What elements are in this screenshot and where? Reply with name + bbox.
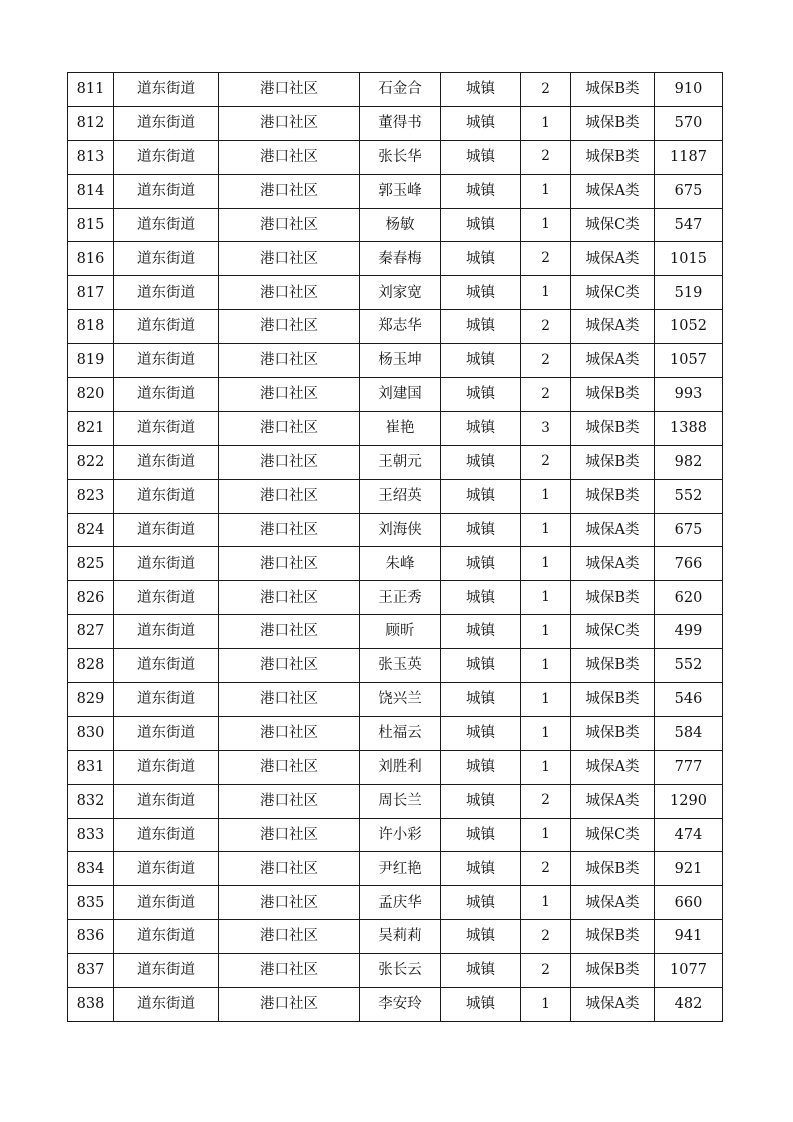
- category-cell: 城保A类: [571, 988, 655, 1022]
- person-name-cell: 刘家宽: [360, 276, 441, 310]
- residence-type-cell: 城镇: [441, 988, 521, 1022]
- household-count-cell: 2: [521, 954, 571, 988]
- person-name-cell: 张长华: [360, 140, 441, 174]
- residence-type-cell: 城镇: [441, 445, 521, 479]
- person-name-cell: 王正秀: [360, 581, 441, 615]
- person-name-cell: 石金合: [360, 73, 441, 107]
- residence-type-cell: 城镇: [441, 208, 521, 242]
- table-row: [68, 750, 723, 784]
- residence-type-cell: 城镇: [441, 140, 521, 174]
- subdistrict-cell: 道东街道: [114, 886, 219, 920]
- household-count-cell: 1: [521, 683, 571, 717]
- serial-number-cell: 816: [68, 242, 114, 276]
- residence-type-cell: 城镇: [441, 886, 521, 920]
- community-cell: 港口社区: [219, 818, 360, 852]
- household-count-cell: 1: [521, 106, 571, 140]
- category-cell: 城保B类: [571, 140, 655, 174]
- serial-number-cell: 814: [68, 174, 114, 208]
- serial-number-cell: 818: [68, 310, 114, 344]
- table-row: [68, 920, 723, 954]
- subdistrict-cell: 道东街道: [114, 174, 219, 208]
- serial-number-cell: 812: [68, 106, 114, 140]
- serial-number-cell: 825: [68, 547, 114, 581]
- amount-cell: 777: [655, 750, 723, 784]
- community-cell: 港口社区: [219, 649, 360, 683]
- subdistrict-cell: 道东街道: [114, 242, 219, 276]
- amount-cell: 993: [655, 378, 723, 412]
- subdistrict-cell: 道东街道: [114, 208, 219, 242]
- category-cell: 城保B类: [571, 852, 655, 886]
- table-row: [68, 649, 723, 683]
- amount-cell: 552: [655, 479, 723, 513]
- community-cell: 港口社区: [219, 513, 360, 547]
- community-cell: 港口社区: [219, 852, 360, 886]
- residence-type-cell: 城镇: [441, 174, 521, 208]
- residence-type-cell: 城镇: [441, 106, 521, 140]
- community-cell: 港口社区: [219, 920, 360, 954]
- person-name-cell: 崔艳: [360, 411, 441, 445]
- person-name-cell: 杨玉坤: [360, 344, 441, 378]
- amount-cell: 910: [655, 73, 723, 107]
- table-row: [68, 988, 723, 1022]
- amount-cell: 1077: [655, 954, 723, 988]
- subdistrict-cell: 道东街道: [114, 445, 219, 479]
- community-cell: 港口社区: [219, 716, 360, 750]
- table-row: [68, 683, 723, 717]
- community-cell: 港口社区: [219, 784, 360, 818]
- person-name-cell: 孟庆华: [360, 886, 441, 920]
- subdistrict-cell: 道东街道: [114, 750, 219, 784]
- household-count-cell: 1: [521, 615, 571, 649]
- community-cell: 港口社区: [219, 886, 360, 920]
- residence-type-cell: 城镇: [441, 411, 521, 445]
- household-count-cell: 1: [521, 581, 571, 615]
- table-row: [68, 547, 723, 581]
- person-name-cell: 王朝元: [360, 445, 441, 479]
- amount-cell: 675: [655, 513, 723, 547]
- residence-type-cell: 城镇: [441, 920, 521, 954]
- serial-number-cell: 838: [68, 988, 114, 1022]
- amount-cell: 941: [655, 920, 723, 954]
- household-count-cell: 2: [521, 242, 571, 276]
- subdistrict-cell: 道东街道: [114, 784, 219, 818]
- residence-type-cell: 城镇: [441, 716, 521, 750]
- residence-type-cell: 城镇: [441, 378, 521, 412]
- residence-type-cell: 城镇: [441, 615, 521, 649]
- table-row: [68, 106, 723, 140]
- person-name-cell: 李安玲: [360, 988, 441, 1022]
- community-cell: 港口社区: [219, 140, 360, 174]
- serial-number-cell: 833: [68, 818, 114, 852]
- category-cell: 城保B类: [571, 649, 655, 683]
- household-count-cell: 2: [521, 73, 571, 107]
- subdistrict-cell: 道东街道: [114, 683, 219, 717]
- table-row: [68, 784, 723, 818]
- serial-number-cell: 815: [68, 208, 114, 242]
- community-cell: 港口社区: [219, 581, 360, 615]
- amount-cell: 675: [655, 174, 723, 208]
- amount-cell: 552: [655, 649, 723, 683]
- person-name-cell: 顾昕: [360, 615, 441, 649]
- community-cell: 港口社区: [219, 988, 360, 1022]
- table-row: [68, 242, 723, 276]
- roster-table-body: [68, 73, 723, 1022]
- person-name-cell: 周长兰: [360, 784, 441, 818]
- category-cell: 城保A类: [571, 547, 655, 581]
- person-name-cell: 董得书: [360, 106, 441, 140]
- table-row: [68, 852, 723, 886]
- community-cell: 港口社区: [219, 445, 360, 479]
- household-count-cell: 1: [521, 208, 571, 242]
- community-cell: 港口社区: [219, 174, 360, 208]
- table-row: [68, 581, 723, 615]
- category-cell: 城保B类: [571, 378, 655, 412]
- amount-cell: 547: [655, 208, 723, 242]
- person-name-cell: 尹红艳: [360, 852, 441, 886]
- household-count-cell: 1: [521, 988, 571, 1022]
- subdistrict-cell: 道东街道: [114, 852, 219, 886]
- amount-cell: 1290: [655, 784, 723, 818]
- person-name-cell: 刘胜利: [360, 750, 441, 784]
- residence-type-cell: 城镇: [441, 649, 521, 683]
- household-count-cell: 1: [521, 174, 571, 208]
- table-row: [68, 818, 723, 852]
- roster-table: [67, 72, 723, 1022]
- residence-type-cell: 城镇: [441, 276, 521, 310]
- table-row: [68, 208, 723, 242]
- category-cell: 城保A类: [571, 174, 655, 208]
- community-cell: 港口社区: [219, 106, 360, 140]
- category-cell: 城保B类: [571, 73, 655, 107]
- community-cell: 港口社区: [219, 208, 360, 242]
- subdistrict-cell: 道东街道: [114, 310, 219, 344]
- subdistrict-cell: 道东街道: [114, 954, 219, 988]
- serial-number-cell: 827: [68, 615, 114, 649]
- residence-type-cell: 城镇: [441, 73, 521, 107]
- category-cell: 城保C类: [571, 208, 655, 242]
- community-cell: 港口社区: [219, 276, 360, 310]
- community-cell: 港口社区: [219, 615, 360, 649]
- table-row: [68, 886, 723, 920]
- category-cell: 城保B类: [571, 716, 655, 750]
- household-count-cell: 2: [521, 140, 571, 174]
- category-cell: 城保A类: [571, 513, 655, 547]
- amount-cell: 620: [655, 581, 723, 615]
- serial-number-cell: 822: [68, 445, 114, 479]
- category-cell: 城保B类: [571, 479, 655, 513]
- subdistrict-cell: 道东街道: [114, 581, 219, 615]
- person-name-cell: 张长云: [360, 954, 441, 988]
- community-cell: 港口社区: [219, 310, 360, 344]
- community-cell: 港口社区: [219, 344, 360, 378]
- subdistrict-cell: 道东街道: [114, 106, 219, 140]
- serial-number-cell: 823: [68, 479, 114, 513]
- table-row: [68, 615, 723, 649]
- person-name-cell: 王绍英: [360, 479, 441, 513]
- table-row: [68, 445, 723, 479]
- person-name-cell: 杜福云: [360, 716, 441, 750]
- subdistrict-cell: 道东街道: [114, 615, 219, 649]
- serial-number-cell: 832: [68, 784, 114, 818]
- subdistrict-cell: 道东街道: [114, 547, 219, 581]
- category-cell: 城保B类: [571, 954, 655, 988]
- subdistrict-cell: 道东街道: [114, 140, 219, 174]
- amount-cell: 499: [655, 615, 723, 649]
- community-cell: 港口社区: [219, 547, 360, 581]
- amount-cell: 584: [655, 716, 723, 750]
- household-count-cell: 2: [521, 920, 571, 954]
- subdistrict-cell: 道东街道: [114, 411, 219, 445]
- serial-number-cell: 831: [68, 750, 114, 784]
- table-row: [68, 276, 723, 310]
- subdistrict-cell: 道东街道: [114, 513, 219, 547]
- person-name-cell: 郭玉峰: [360, 174, 441, 208]
- amount-cell: 1388: [655, 411, 723, 445]
- household-count-cell: 1: [521, 716, 571, 750]
- amount-cell: 1187: [655, 140, 723, 174]
- household-count-cell: 2: [521, 445, 571, 479]
- community-cell: 港口社区: [219, 954, 360, 988]
- residence-type-cell: 城镇: [441, 784, 521, 818]
- category-cell: 城保B类: [571, 581, 655, 615]
- serial-number-cell: 837: [68, 954, 114, 988]
- community-cell: 港口社区: [219, 479, 360, 513]
- household-count-cell: 2: [521, 378, 571, 412]
- household-count-cell: 1: [521, 750, 571, 784]
- subdistrict-cell: 道东街道: [114, 716, 219, 750]
- table-row: [68, 140, 723, 174]
- category-cell: 城保C类: [571, 818, 655, 852]
- residence-type-cell: 城镇: [441, 954, 521, 988]
- amount-cell: 570: [655, 106, 723, 140]
- subdistrict-cell: 道东街道: [114, 73, 219, 107]
- residence-type-cell: 城镇: [441, 683, 521, 717]
- amount-cell: 1052: [655, 310, 723, 344]
- amount-cell: 766: [655, 547, 723, 581]
- table-row: [68, 344, 723, 378]
- category-cell: 城保B类: [571, 920, 655, 954]
- residence-type-cell: 城镇: [441, 750, 521, 784]
- amount-cell: 1057: [655, 344, 723, 378]
- table-row: [68, 174, 723, 208]
- category-cell: 城保A类: [571, 344, 655, 378]
- household-count-cell: 2: [521, 784, 571, 818]
- person-name-cell: 刘海侠: [360, 513, 441, 547]
- person-name-cell: 张玉英: [360, 649, 441, 683]
- serial-number-cell: 813: [68, 140, 114, 174]
- household-count-cell: 1: [521, 479, 571, 513]
- community-cell: 港口社区: [219, 73, 360, 107]
- person-name-cell: 郑志华: [360, 310, 441, 344]
- table-row: [68, 479, 723, 513]
- person-name-cell: 刘建国: [360, 378, 441, 412]
- person-name-cell: 许小彩: [360, 818, 441, 852]
- serial-number-cell: 821: [68, 411, 114, 445]
- serial-number-cell: 835: [68, 886, 114, 920]
- subdistrict-cell: 道东街道: [114, 344, 219, 378]
- category-cell: 城保A类: [571, 750, 655, 784]
- household-count-cell: 2: [521, 310, 571, 344]
- residence-type-cell: 城镇: [441, 479, 521, 513]
- household-count-cell: 2: [521, 852, 571, 886]
- serial-number-cell: 836: [68, 920, 114, 954]
- subdistrict-cell: 道东街道: [114, 988, 219, 1022]
- category-cell: 城保B类: [571, 106, 655, 140]
- residence-type-cell: 城镇: [441, 818, 521, 852]
- category-cell: 城保B类: [571, 411, 655, 445]
- household-count-cell: 1: [521, 649, 571, 683]
- amount-cell: 982: [655, 445, 723, 479]
- household-count-cell: 2: [521, 344, 571, 378]
- category-cell: 城保A类: [571, 310, 655, 344]
- residence-type-cell: 城镇: [441, 344, 521, 378]
- subdistrict-cell: 道东街道: [114, 276, 219, 310]
- amount-cell: 921: [655, 852, 723, 886]
- category-cell: 城保A类: [571, 886, 655, 920]
- subdistrict-cell: 道东街道: [114, 479, 219, 513]
- table-row: [68, 73, 723, 107]
- community-cell: 港口社区: [219, 378, 360, 412]
- table-row: [68, 411, 723, 445]
- table-row: [68, 513, 723, 547]
- serial-number-cell: 811: [68, 73, 114, 107]
- person-name-cell: 饶兴兰: [360, 683, 441, 717]
- amount-cell: 660: [655, 886, 723, 920]
- household-count-cell: 1: [521, 513, 571, 547]
- amount-cell: 519: [655, 276, 723, 310]
- residence-type-cell: 城镇: [441, 852, 521, 886]
- category-cell: 城保B类: [571, 683, 655, 717]
- community-cell: 港口社区: [219, 242, 360, 276]
- residence-type-cell: 城镇: [441, 581, 521, 615]
- table-row: [68, 716, 723, 750]
- household-count-cell: 1: [521, 886, 571, 920]
- category-cell: 城保C类: [571, 615, 655, 649]
- subdistrict-cell: 道东街道: [114, 920, 219, 954]
- category-cell: 城保C类: [571, 276, 655, 310]
- community-cell: 港口社区: [219, 683, 360, 717]
- person-name-cell: 杨敏: [360, 208, 441, 242]
- serial-number-cell: 826: [68, 581, 114, 615]
- household-count-cell: 1: [521, 547, 571, 581]
- table-row: [68, 378, 723, 412]
- subdistrict-cell: 道东街道: [114, 818, 219, 852]
- subdistrict-cell: 道东街道: [114, 649, 219, 683]
- table-row: [68, 954, 723, 988]
- serial-number-cell: 834: [68, 852, 114, 886]
- household-count-cell: 1: [521, 276, 571, 310]
- amount-cell: 482: [655, 988, 723, 1022]
- residence-type-cell: 城镇: [441, 513, 521, 547]
- serial-number-cell: 829: [68, 683, 114, 717]
- community-cell: 港口社区: [219, 411, 360, 445]
- table-row: [68, 310, 723, 344]
- subdistrict-cell: 道东街道: [114, 378, 219, 412]
- category-cell: 城保A类: [571, 242, 655, 276]
- serial-number-cell: 828: [68, 649, 114, 683]
- residence-type-cell: 城镇: [441, 242, 521, 276]
- serial-number-cell: 820: [68, 378, 114, 412]
- amount-cell: 474: [655, 818, 723, 852]
- household-count-cell: 3: [521, 411, 571, 445]
- category-cell: 城保A类: [571, 784, 655, 818]
- community-cell: 港口社区: [219, 750, 360, 784]
- serial-number-cell: 817: [68, 276, 114, 310]
- serial-number-cell: 819: [68, 344, 114, 378]
- household-count-cell: 1: [521, 818, 571, 852]
- serial-number-cell: 830: [68, 716, 114, 750]
- person-name-cell: 朱峰: [360, 547, 441, 581]
- amount-cell: 546: [655, 683, 723, 717]
- amount-cell: 1015: [655, 242, 723, 276]
- residence-type-cell: 城镇: [441, 547, 521, 581]
- serial-number-cell: 824: [68, 513, 114, 547]
- category-cell: 城保B类: [571, 445, 655, 479]
- person-name-cell: 吴莉莉: [360, 920, 441, 954]
- person-name-cell: 秦春梅: [360, 242, 441, 276]
- residence-type-cell: 城镇: [441, 310, 521, 344]
